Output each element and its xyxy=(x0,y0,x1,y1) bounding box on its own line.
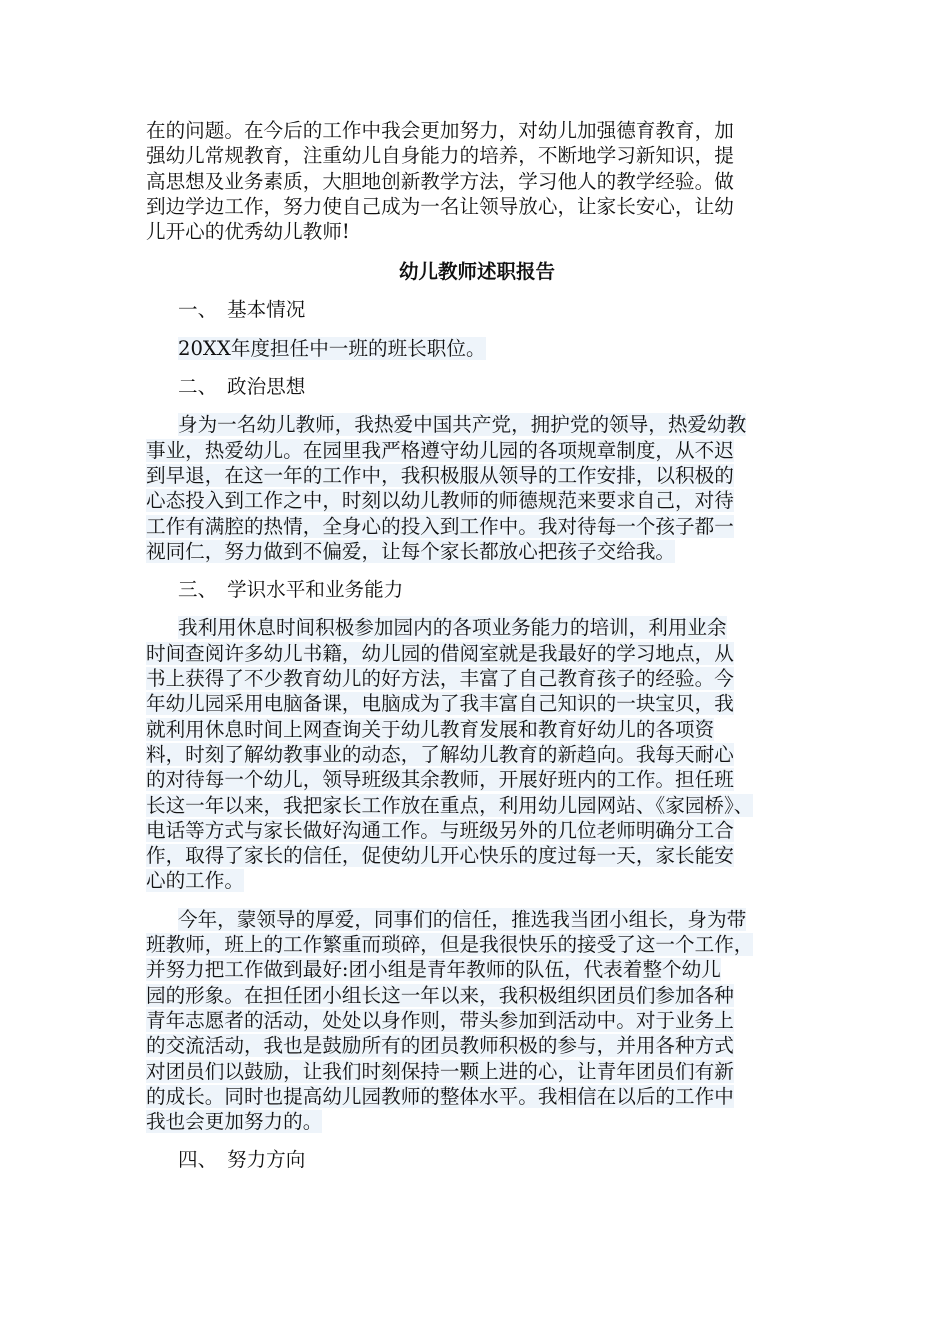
text-line: 园的形象。在担任团小组长这一年以来，我积极组织团员们参加各种 xyxy=(146,983,734,1007)
section-heading: 一、 基本情况 xyxy=(178,298,306,322)
text-line: 今年，蒙领导的厚爱，同事们的信任，推选我当团小组长，身为带 xyxy=(178,907,747,931)
text-line: 高思想及业务素质，大胆地创新教学方法，学习他人的教学经验。做 xyxy=(146,169,734,193)
section-heading: 四、 努力方向 xyxy=(178,1148,306,1172)
intro-paragraph xyxy=(146,118,808,244)
text-line: 班教师，班上的工作繁重而琐碎，但是我很快乐的接受了这一个工作， xyxy=(146,933,754,957)
text-line: 在的问题。在今后的工作中我会更加努力，对幼儿加强德育教育，加 xyxy=(146,119,734,142)
document-title: 幼儿教师述职报告 xyxy=(398,260,555,284)
text-line: 身为一名幼儿教师，我热爱中国共产党，拥护党的领导，热爱幼教 xyxy=(178,413,747,437)
section-heading: 三、 学识水平和业务能力 xyxy=(178,578,404,602)
section-text xyxy=(146,336,808,361)
text-line: 心态投入到工作之中，时刻以幼儿教师的师德规范来要求自己，对待 xyxy=(146,489,734,513)
text-line: 并努力把工作做到最好:团小组是青年教师的队伍，代表着整个幼儿 xyxy=(146,958,721,982)
text-line: 事业，热爱幼儿。在园里我严格遵守幼儿园的各项规章制度，从不迟 xyxy=(146,438,734,462)
text-line: 的对待每一个幼儿，领导班级其余教师，开展好班内的工作。担任班 xyxy=(146,768,734,792)
text-line: 到边学边工作，努力使自己成为一名让领导放心，让家长安心，让幼 xyxy=(146,194,734,218)
text-line: 的成长。同时也提高幼儿园教师的整体水平。我相信在以后的工作中 xyxy=(146,1084,734,1108)
text-line: 到早退，在这一年的工作中，我积极服从领导的工作安排，以积极的 xyxy=(146,463,734,487)
text-line: 视同仁，努力做到不偏爱，让每个家长都放心把孩子交给我。 xyxy=(146,539,676,563)
text-line: 对团员们以鼓励，让我们时刻保持一颗上进的心，让青年团员们有新 xyxy=(146,1059,734,1083)
text-line: 我利用休息时间积极参加园内的各项业务能力的培训，利用业余 xyxy=(178,616,727,640)
ability-paragraph-2 xyxy=(146,907,808,1135)
ability-paragraph-1 xyxy=(146,615,808,893)
text-line: 儿开心的优秀幼儿教师! xyxy=(146,220,350,244)
text-line: 年幼儿园采用电脑备课，电脑成为了我丰富自己知识的一块宝贝，我 xyxy=(146,692,734,716)
text-line: 电话等方式与家长做好沟通工作。与班级另外的几位老师明确分工合 xyxy=(146,818,734,842)
document-page xyxy=(146,118,808,1173)
text-line: 我也会更加努力的。 xyxy=(146,1110,323,1134)
text-line: 时间查阅许多幼儿书籍，幼儿园的借阅室就是我最好的学习地点，从 xyxy=(146,641,734,665)
text-line: 料，时刻了解幼教事业的动态，了解幼儿教育的新趋向。我每天耐心 xyxy=(146,742,734,766)
text-line: 心的工作。 xyxy=(146,869,244,893)
section-heading: 二、 政治思想 xyxy=(178,375,306,399)
text-line: 作，取得了家长的信任，促使幼儿开心快乐的度过每一天，家长能安 xyxy=(146,844,734,868)
text-line: 长这一年以来，我把家长工作放在重点，利用幼儿园网站、《家园桥》、 xyxy=(146,793,754,817)
text-line: 的交流活动，我也是鼓励所有的团员教师积极的参与，并用各种方式 xyxy=(146,1034,734,1058)
text-line: 工作有满腔的热情，全身心的投入到工作中。我对待每一个孩子都一 xyxy=(146,514,734,538)
text-line: 就利用休息时间上网查询关于幼儿教育发展和教育好幼儿的各项资 xyxy=(146,717,715,741)
politics-paragraph xyxy=(146,412,808,564)
text-line: 青年志愿者的活动，处处以身作则，带头参加到活动中。对于业务上 xyxy=(146,1008,734,1032)
text-line: 强幼儿常规教育，注重幼儿自身能力的培养，不断地学习新知识，提 xyxy=(146,144,734,168)
text-line: 20XX年度担任中一班的班长职位。 xyxy=(178,336,486,360)
text-line: 书上获得了不少教育幼儿的好方法，丰富了自己教育孩子的经验。今 xyxy=(146,667,734,691)
